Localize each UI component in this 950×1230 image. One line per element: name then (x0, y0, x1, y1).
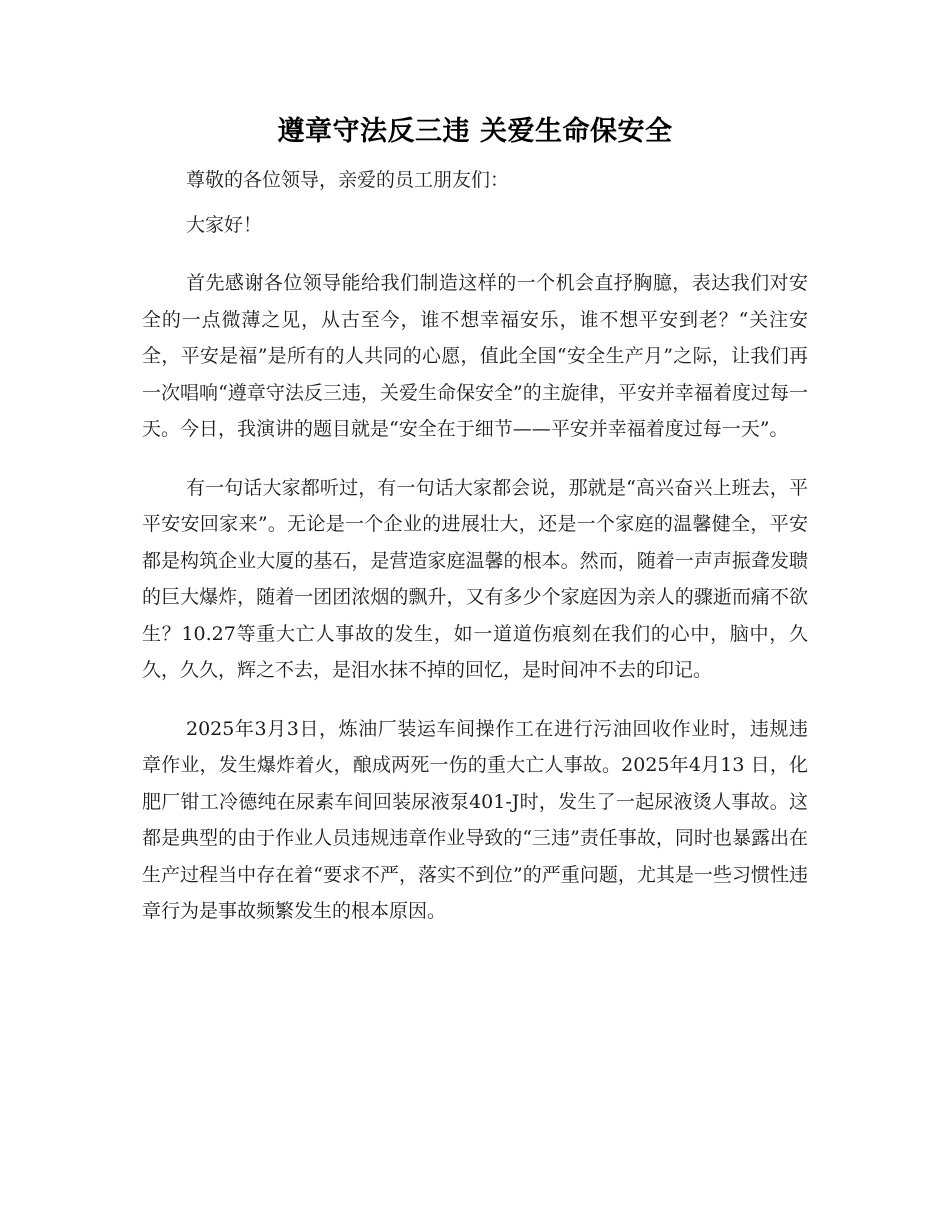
document-body (142, 162, 808, 952)
document-title: 遵章守法反三违 关爱生命保安全 (277, 116, 673, 147)
paragraph-3: 2025年3月3日，炼油厂装运车间操作工在进行污油回收作业时，违规违章作业，发生爆炸着火，酿成两死一伤的重大亡人事故。2025年4月13 日，化肥厂钳工冷德纯在尿素车间回装尿液泵401-J时，发生了一起尿液烫人事故。这都是典型的由于作业人员违规违章作业导致的“三违”责任事故，同时也暴露出在生产过程当中存在着“要求不严，落实不到位”的严重问题，尤其是一些习惯性违章行为是事故频繁发生的根本原因。 (142, 717, 808, 922)
greeting: 大家好！ (186, 213, 263, 236)
salutation: 尊敬的各位领导，亲爱的员工朋友们： (186, 169, 510, 191)
paragraph-2: 有一句话大家都听过，有一句话大家都会说，那就是“高兴奋兴上班去，平平安安回家来”。无论是一个企业的进展壮大，还是一个家庭的温馨健全，平安都是构筑企业大厦的基石，是营造家庭温馨的根本。然而，随着一声声振聋发聩的巨大爆炸，随着一团团浓烟的飘升，又有多少个家庭因为亲人的骤逝而痛不欲生？10.27等重大亡人事故的发生，如一道道伤痕刻在我们的心中，脑中，久久，久久，辉之不去，是泪水抹不掉的回忆，是时间冲不去的印记。 (142, 476, 808, 681)
paragraph-1: 首先感谢各位领导能给我们制造这样的一个机会直抒胸臆，表达我们对安全的一点微薄之见，从古至今，谁不想幸福安乐，谁不想平安到老？“关注安全，平安是福”是所有的人共同的心愿，值此全国“安全生产月”之际，让我们再一次唱响“遵章守法反三违，关爱生命保安全”的主旋律，平安并幸福着度过每一天。今日，我演讲的题目就是“安全在于细节——平安并幸福着度过每一天”。 (142, 272, 808, 440)
